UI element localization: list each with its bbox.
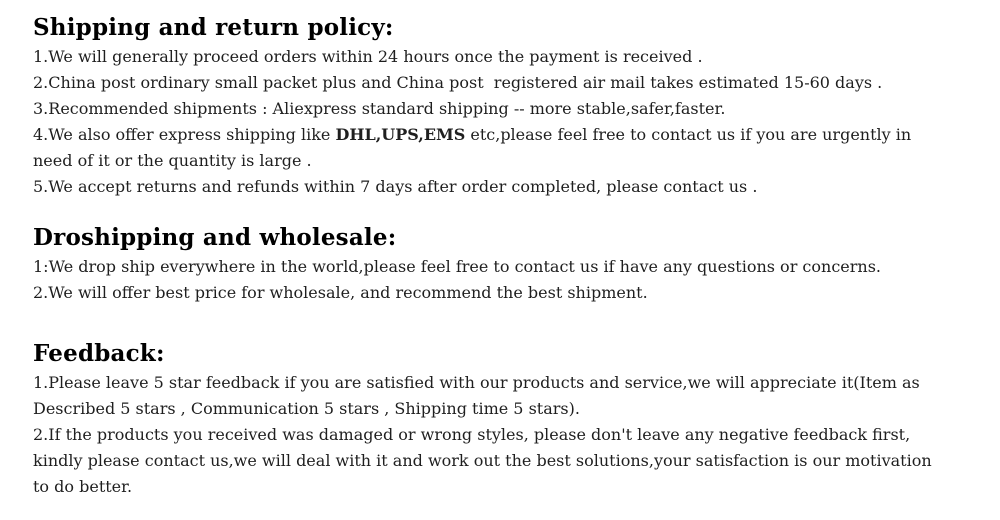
feedback-heading: Feedback: [33, 340, 165, 367]
shipping-policy-heading: Shipping and return policy: [33, 14, 394, 41]
shipping-line-4 [33, 122, 982, 148]
shipping-policy-section [33, 12, 982, 200]
shipping-line-1: 1.We will generally proceed orders within 24 hours once the payment is received . [33, 47, 703, 66]
feedback-section [33, 338, 982, 500]
shipping-line-4-prefix: 4.We also offer express shipping like [33, 125, 336, 144]
dropshipping-heading: Droshipping and wholesale: [33, 224, 397, 251]
shipping-line-2: 2.China post ordinary small packet plus and China post registered air mail takes estimated 15-60 days . [33, 73, 883, 92]
feedback-line-2c: to do better. [33, 477, 133, 496]
feedback-line-1a: 1.Please leave 5 star feedback if you are satisfied with our products and service,we will appreciate it(Item as [33, 373, 920, 392]
dropshipping-section [33, 222, 982, 306]
shipping-line-4-continued: need of it or the quantity is large . [33, 151, 312, 170]
shipping-line-5: 5.We accept returns and refunds within 7 days after order completed, please contact us . [33, 177, 758, 196]
feedback-line-1b: Described 5 stars , Communication 5 stars , Shipping time 5 stars). [33, 399, 580, 418]
dropshipping-line-2: 2.We will offer best price for wholesale, and recommend the best shipment. [33, 283, 648, 302]
feedback-line-2b: kindly please contact us,we will deal with it and work out the best solutions,your satisfaction is our motivation [33, 451, 932, 470]
shipping-line-4-carriers: DHL,UPS,EMS [335, 125, 466, 144]
shipping-line-3: 3.Recommended shipments : Aliexpress standard shipping -- more stable,safer,faster. [33, 99, 726, 118]
shipping-line-4-suffix: etc,please feel free to contact us if you are urgently in [465, 125, 912, 144]
dropshipping-line-1: 1:We drop ship everywhere in the world,please feel free to contact us if have any questions or concerns. [33, 257, 881, 276]
feedback-line-2a: 2.If the products you received was damaged or wrong styles, please don't leave any negative feedback first, [33, 425, 911, 444]
